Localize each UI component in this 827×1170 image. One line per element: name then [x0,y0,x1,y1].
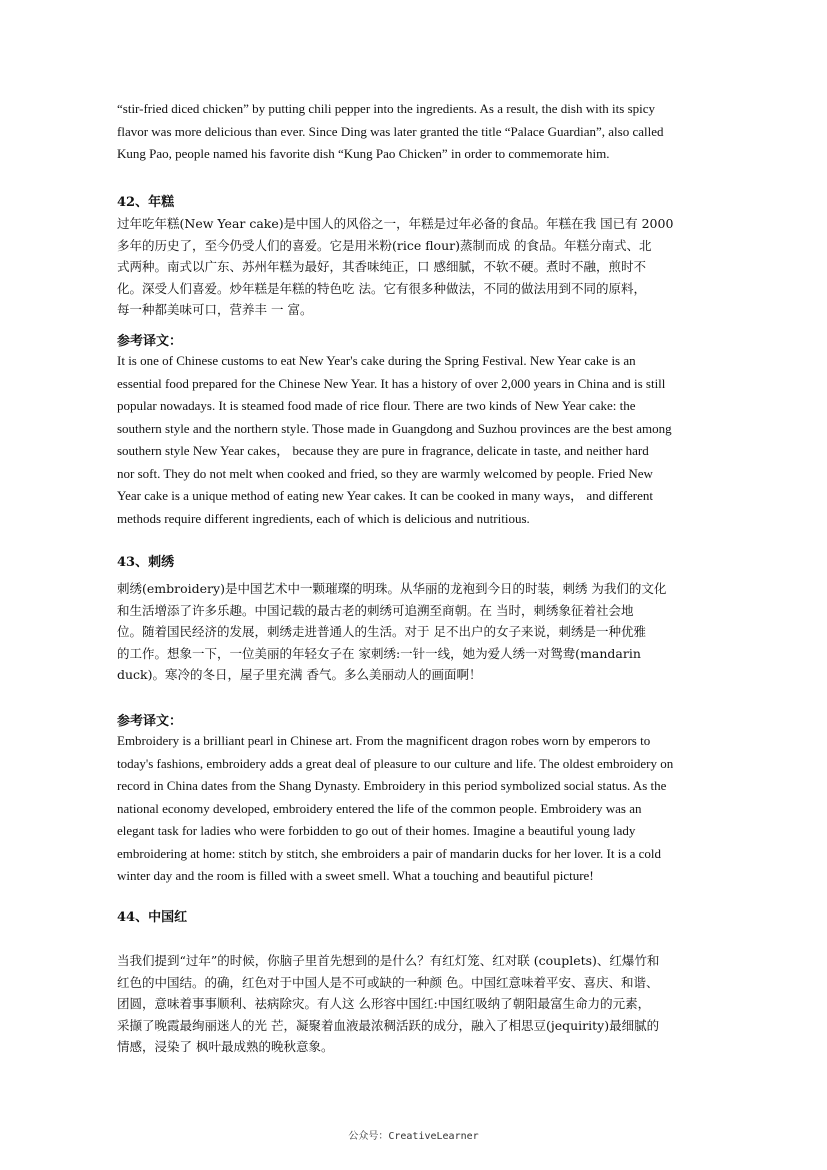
text-line: 化。深受人们喜爱。炒年糕是年糕的特色吃 法。它有很多种做法，不同的做法用到不同的原料， [117,280,646,296]
text-line: 的工作。想象一下，一位美丽的年轻女子在 家刺绣:一针一线，她为爱人绣一对鸳鸯(mandarin [117,645,641,661]
text-line: southern style New Year cakes， because they are pure in fragrance, delicate in taste, and neither hard [117,443,649,458]
text-line: elegant task for ladies who were forbidden to go out of their homes. Imagine a beautiful young lady [117,823,636,838]
text-line: Embroidery is a brilliant pearl in Chinese art. From the magnificent dragon robes worn by emperors to [117,733,651,748]
section-43-chinese [117,578,712,686]
text-line: 过年吃年糕(New Year cake)是中国人的风俗之一，年糕是过年必备的食品。年糕在我 国已有 2000 [117,216,674,231]
text-line: It is one of Chinese customs to eat New Year's cake during the Spring Festival. New Year cake is an [117,353,636,368]
text-line: 和生活增添了许多乐趣。中国记载的最古老的刺绣可追溯至商朝。在 当时，刺绣象征着社会地 [117,602,634,618]
text-line: 情感，浸染了 枫叶最成熟的晚秋意象。 [117,1039,334,1054]
text-line: southern style and the northern style. Those made in Guangdong and Suzhou provinces are the best among [117,420,672,436]
text-line: flavor was more delicious than ever. Since Ding was later granted the title “Palace Guardian”, also called [117,123,664,139]
text-line: duck)。寒冷的冬日，屋子里充满 香气。多么美丽动人的画面啊！ [117,667,482,682]
text-line: nor soft. They do not melt when cooked and fried, so they are warmly welcomed by people. Fried New [117,465,653,481]
text-line: “stir-fried diced chicken” by putting chili pepper into the ingredients. As a result, the dish with its spicy [117,101,656,116]
text-line: 红色的中国结。的确，红色对于中国人是不可或缺的一种颜 色。中国红意味着平安、喜庆、和谐、 [117,974,659,990]
text-line: winter day and the room is filled with a sweet smell. What a touching and beautiful picture! [117,868,594,883]
section-42-ref-label: 参考译文： [117,334,183,349]
text-line: record in China dates from the Shang Dynasty. Embroidery in this period symbolized social status. As the [117,778,667,793]
text-line: Year cake is a unique method of eating new Year cakes. It can be cooked in many ways， and different [117,488,653,503]
text-line: embroidering at home: stitch by stitch, she embroiders a pair of mandarin ducks for her lover. It is a cold [117,845,662,861]
text-line: 每一种都美味可口，营养丰 一 富。 [117,302,313,317]
intro-paragraph [117,98,712,166]
section-44-title: 44、中国红 [117,910,188,925]
section-42-title: 42、年糕 [117,195,175,210]
text-line: 采撷了晚霞最绚丽迷人的光 芒，凝聚着血液最浓稠活跃的成分，融入了相思豆(jequirity)最细腻的 [117,1017,660,1033]
text-line: 多年的历史了，至今仍受人们的喜爱。它是用米粉(rice flour)蒸制而成 的食品。年糕分南式、北 [117,237,652,253]
text-line: 团圆，意味着事事顺利、祛病除灾。有人这 么形容中国红:中国红吸纳了朝阳最富生命力的元素， [117,996,651,1011]
text-line: national economy developed, embroidery entered the life of the common people. Embroidery was an [117,800,642,816]
text-line: 当我们提到“过年”的时候，你脑子里首先想到的是什么？有红灯笼、红对联 (couplets)、红爆竹和 [117,953,660,968]
text-line: today's fashions, embroidery adds a great deal of pleasure to our culture and life. The oldest embroidery on [117,755,674,771]
text-line: 式两种。南式以广东、苏州年糕为最好，其香味纯正，口 感细腻，不软不硬。煮时不融，煎时不 [117,259,646,274]
section-42-english [117,350,712,530]
section-44-chinese [117,950,712,1058]
section-43-ref-label: 参考译文： [117,714,183,729]
text-line: 刺绣(embroidery)是中国艺术中一颗璀璨的明珠。从华丽的龙袍到今日的时装，刺绣 为我们的文化 [117,581,667,596]
section-42-chinese [117,213,712,321]
text-line: popular nowadays. It is steamed food made of rice flour. There are two kinds of New Year cake: the [117,398,636,413]
text-line: 位。随着国民经济的发展，刺绣走进普通人的生活。对于 足不出户的女子来说，刺绣是一种优雅 [117,624,646,639]
section-43-title: 43、刺绣 [117,555,175,570]
text-line: methods require different ingredients, each of which is delicious and nutritious. [117,510,530,526]
text-line: Kung Pao, people named his favorite dish “Kung Pao Chicken” in order to commemorate him. [117,146,610,161]
text-line: essential food prepared for the Chinese New Year. It has a history of over 2,000 years in China and is still [117,375,666,391]
page-footer: 公众号：CreativeLearner [348,1131,479,1142]
section-43-english [117,730,712,888]
